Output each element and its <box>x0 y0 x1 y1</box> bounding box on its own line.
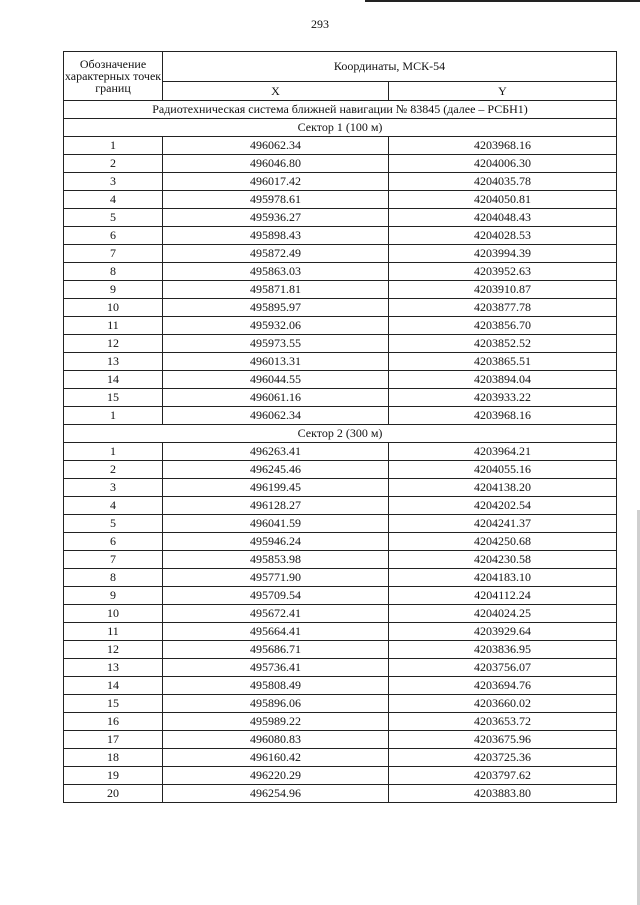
table-row <box>64 245 617 263</box>
table-row <box>64 767 617 785</box>
table-row <box>64 731 617 749</box>
table-row <box>64 461 617 479</box>
point-number-cell: 1 <box>64 137 163 155</box>
y-coordinate-cell: 4203836.95 <box>389 641 617 659</box>
y-coordinate-cell: 4203856.70 <box>389 317 617 335</box>
table-row <box>64 785 617 803</box>
system-title: Радиотехническая система ближней навигации № 83845 (далее – РСБН1) <box>64 101 617 119</box>
x-coordinate-cell: 495672.41 <box>163 605 389 623</box>
point-number-cell: 15 <box>64 695 163 713</box>
table-row <box>64 443 617 461</box>
point-number-cell: 10 <box>64 605 163 623</box>
table-row <box>64 551 617 569</box>
header-x: X <box>163 82 389 101</box>
point-number-cell: 10 <box>64 299 163 317</box>
x-coordinate-cell: 496263.41 <box>163 443 389 461</box>
y-coordinate-cell: 4204138.20 <box>389 479 617 497</box>
x-coordinate-cell: 496017.42 <box>163 173 389 191</box>
x-coordinate-cell: 496128.27 <box>163 497 389 515</box>
table-row <box>64 173 617 191</box>
table-row <box>64 317 617 335</box>
header-points: Обозначение характерных точек границ <box>64 52 163 101</box>
x-coordinate-cell: 496013.31 <box>163 353 389 371</box>
y-coordinate-cell: 4204006.30 <box>389 155 617 173</box>
y-coordinate-cell: 4203852.52 <box>389 335 617 353</box>
table-row <box>64 623 617 641</box>
table-row <box>64 605 617 623</box>
table-row <box>64 353 617 371</box>
point-number-cell: 8 <box>64 263 163 281</box>
y-coordinate-cell: 4204024.25 <box>389 605 617 623</box>
sector-title: Сектор 1 (100 м) <box>64 119 617 137</box>
point-number-cell: 3 <box>64 173 163 191</box>
x-coordinate-cell: 496061.16 <box>163 389 389 407</box>
y-coordinate-cell: 4203929.64 <box>389 623 617 641</box>
x-coordinate-cell: 495936.27 <box>163 209 389 227</box>
x-coordinate-cell: 495853.98 <box>163 551 389 569</box>
coordinates-table <box>63 51 617 803</box>
table-row <box>64 209 617 227</box>
y-coordinate-cell: 4203968.16 <box>389 137 617 155</box>
point-number-cell: 17 <box>64 731 163 749</box>
point-number-cell: 8 <box>64 569 163 587</box>
y-coordinate-cell: 4203660.02 <box>389 695 617 713</box>
point-number-cell: 20 <box>64 785 163 803</box>
point-number-cell: 11 <box>64 317 163 335</box>
point-number-cell: 12 <box>64 641 163 659</box>
x-coordinate-cell: 496041.59 <box>163 515 389 533</box>
y-coordinate-cell: 4203865.51 <box>389 353 617 371</box>
y-coordinate-cell: 4203994.39 <box>389 245 617 263</box>
point-number-cell: 19 <box>64 767 163 785</box>
y-coordinate-cell: 4203894.04 <box>389 371 617 389</box>
point-number-cell: 12 <box>64 335 163 353</box>
point-number-cell: 1 <box>64 407 163 425</box>
y-coordinate-cell: 4204055.16 <box>389 461 617 479</box>
x-coordinate-cell: 495896.06 <box>163 695 389 713</box>
table-row <box>64 299 617 317</box>
table-row <box>64 227 617 245</box>
x-coordinate-cell: 495946.24 <box>163 533 389 551</box>
x-coordinate-cell: 496199.45 <box>163 479 389 497</box>
x-coordinate-cell: 496254.96 <box>163 785 389 803</box>
y-coordinate-cell: 4203952.63 <box>389 263 617 281</box>
x-coordinate-cell: 495932.06 <box>163 317 389 335</box>
table-row <box>64 749 617 767</box>
table-row <box>64 497 617 515</box>
x-coordinate-cell: 496160.42 <box>163 749 389 767</box>
y-coordinate-cell: 4203877.78 <box>389 299 617 317</box>
y-coordinate-cell: 4203694.76 <box>389 677 617 695</box>
point-number-cell: 16 <box>64 713 163 731</box>
table-body <box>64 101 617 803</box>
table-row <box>64 389 617 407</box>
y-coordinate-cell: 4204241.37 <box>389 515 617 533</box>
x-coordinate-cell: 495978.61 <box>163 191 389 209</box>
x-coordinate-cell: 496062.34 <box>163 407 389 425</box>
y-coordinate-cell: 4203675.96 <box>389 731 617 749</box>
table-row <box>64 191 617 209</box>
point-number-cell: 13 <box>64 353 163 371</box>
point-number-cell: 4 <box>64 191 163 209</box>
point-number-cell: 2 <box>64 461 163 479</box>
x-coordinate-cell: 496046.80 <box>163 155 389 173</box>
x-coordinate-cell: 496245.46 <box>163 461 389 479</box>
y-coordinate-cell: 4203964.21 <box>389 443 617 461</box>
y-coordinate-cell: 4203725.36 <box>389 749 617 767</box>
x-coordinate-cell: 495863.03 <box>163 263 389 281</box>
x-coordinate-cell: 496062.34 <box>163 137 389 155</box>
point-number-cell: 7 <box>64 245 163 263</box>
y-coordinate-cell: 4203968.16 <box>389 407 617 425</box>
table-row <box>64 281 617 299</box>
x-coordinate-cell: 495686.71 <box>163 641 389 659</box>
top-rule <box>365 0 640 2</box>
x-coordinate-cell: 495871.81 <box>163 281 389 299</box>
table-row <box>64 479 617 497</box>
table-row <box>64 713 617 731</box>
x-coordinate-cell: 495895.97 <box>163 299 389 317</box>
y-coordinate-cell: 4203883.80 <box>389 785 617 803</box>
point-number-cell: 18 <box>64 749 163 767</box>
x-coordinate-cell: 495973.55 <box>163 335 389 353</box>
x-coordinate-cell: 495808.49 <box>163 677 389 695</box>
point-number-cell: 11 <box>64 623 163 641</box>
x-coordinate-cell: 495709.54 <box>163 587 389 605</box>
y-coordinate-cell: 4203910.87 <box>389 281 617 299</box>
x-coordinate-cell: 496044.55 <box>163 371 389 389</box>
y-coordinate-cell: 4204202.54 <box>389 497 617 515</box>
table-row <box>64 137 617 155</box>
point-number-cell: 9 <box>64 281 163 299</box>
point-number-cell: 9 <box>64 587 163 605</box>
point-number-cell: 15 <box>64 389 163 407</box>
y-coordinate-cell: 4204250.68 <box>389 533 617 551</box>
table-row <box>64 587 617 605</box>
table-row <box>64 659 617 677</box>
table-row <box>64 515 617 533</box>
y-coordinate-cell: 4203756.07 <box>389 659 617 677</box>
point-number-cell: 6 <box>64 227 163 245</box>
point-number-cell: 14 <box>64 677 163 695</box>
table-row <box>64 641 617 659</box>
table-row <box>64 533 617 551</box>
y-coordinate-cell: 4204230.58 <box>389 551 617 569</box>
x-coordinate-cell: 495664.41 <box>163 623 389 641</box>
point-number-cell: 2 <box>64 155 163 173</box>
point-number-cell: 6 <box>64 533 163 551</box>
y-coordinate-cell: 4203653.72 <box>389 713 617 731</box>
y-coordinate-cell: 4204028.53 <box>389 227 617 245</box>
x-coordinate-cell: 496220.29 <box>163 767 389 785</box>
y-coordinate-cell: 4204048.43 <box>389 209 617 227</box>
y-coordinate-cell: 4204183.10 <box>389 569 617 587</box>
x-coordinate-cell: 495989.22 <box>163 713 389 731</box>
point-number-cell: 1 <box>64 443 163 461</box>
point-number-cell: 5 <box>64 209 163 227</box>
point-number-cell: 3 <box>64 479 163 497</box>
header-y: Y <box>389 82 617 101</box>
point-number-cell: 14 <box>64 371 163 389</box>
table-row <box>64 263 617 281</box>
x-coordinate-cell: 495736.41 <box>163 659 389 677</box>
point-number-cell: 13 <box>64 659 163 677</box>
x-coordinate-cell: 496080.83 <box>163 731 389 749</box>
table-row <box>64 371 617 389</box>
page-number: 293 <box>311 17 329 31</box>
point-number-cell: 5 <box>64 515 163 533</box>
x-coordinate-cell: 495872.49 <box>163 245 389 263</box>
table-row <box>64 569 617 587</box>
x-coordinate-cell: 495898.43 <box>163 227 389 245</box>
table-row <box>64 335 617 353</box>
x-coordinate-cell: 495771.90 <box>163 569 389 587</box>
point-number-cell: 4 <box>64 497 163 515</box>
table-row <box>64 695 617 713</box>
table-row <box>64 407 617 425</box>
y-coordinate-cell: 4203797.62 <box>389 767 617 785</box>
table-row <box>64 677 617 695</box>
y-coordinate-cell: 4204050.81 <box>389 191 617 209</box>
point-number-cell: 7 <box>64 551 163 569</box>
table-row <box>64 155 617 173</box>
y-coordinate-cell: 4203933.22 <box>389 389 617 407</box>
y-coordinate-cell: 4204035.78 <box>389 173 617 191</box>
sector-title: Сектор 2 (300 м) <box>64 425 617 443</box>
header-coordinates: Координаты, МСК-54 <box>163 52 617 82</box>
y-coordinate-cell: 4204112.24 <box>389 587 617 605</box>
